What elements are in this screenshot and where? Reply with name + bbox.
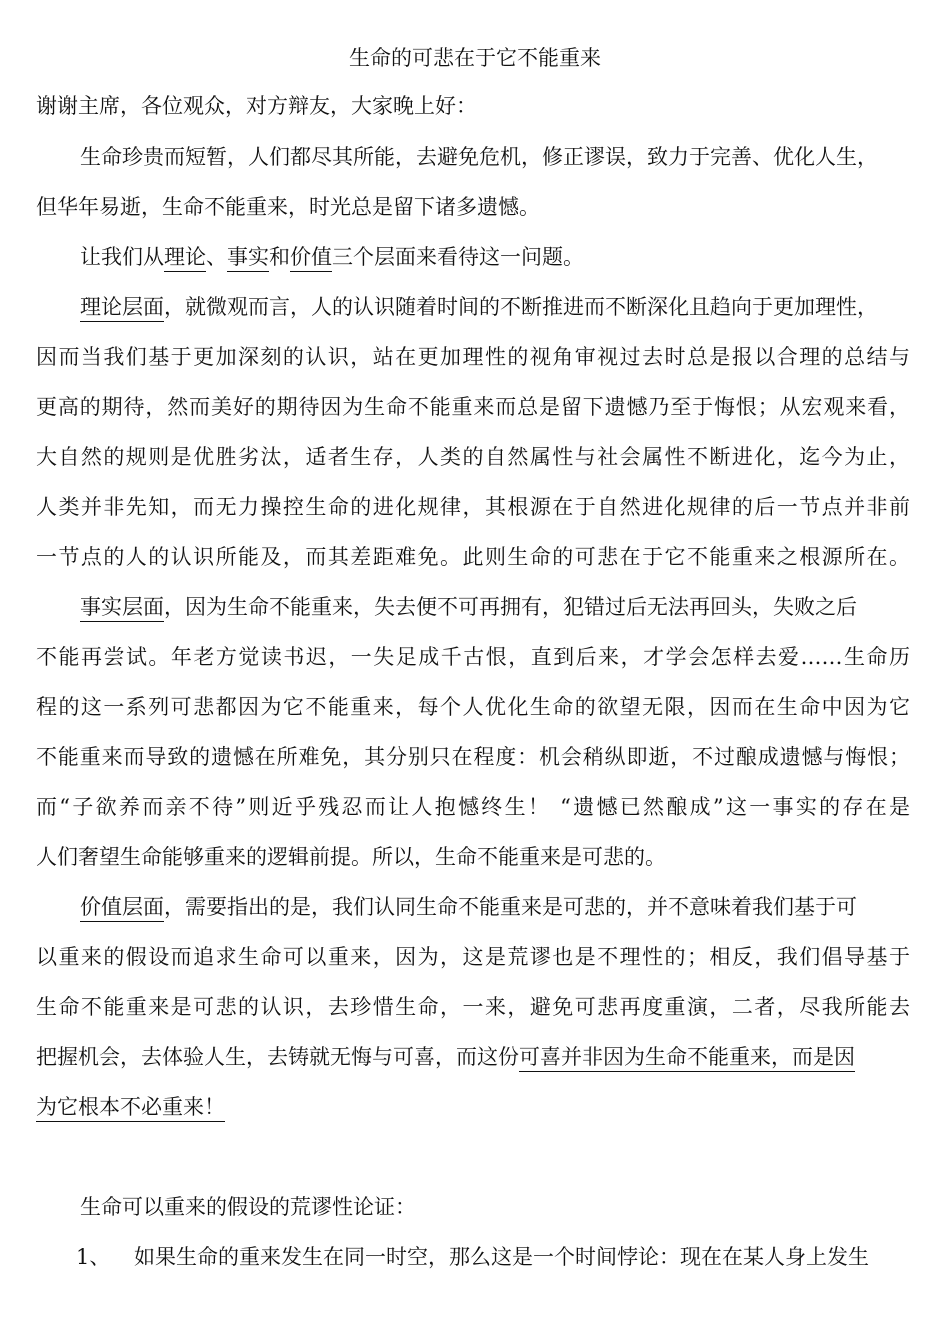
fact-level-label: 事实层面 xyxy=(80,595,164,619)
keyword-fact: 事实 xyxy=(227,245,269,269)
paragraph-5-line-4 xyxy=(36,1042,855,1072)
theory-level-label: 理论层面 xyxy=(80,295,164,319)
paragraph-3-line-1 xyxy=(80,292,878,322)
paragraph-3-line-2: 因而当我们基于更加深刻的认识，站在更加理性的视角审视过去时总是报以合理的总结与 xyxy=(36,345,910,369)
value-line4-underlined: 可喜并非因为生命不能重来，而是因 xyxy=(519,1045,855,1069)
value-line5-underlined: 为它根本不必重来！ xyxy=(36,1095,225,1119)
p2-separator: 、 xyxy=(206,245,227,269)
paragraph-1-line-2: 但华年易逝，生命不能重来，时光总是留下诸多遗憾。 xyxy=(36,195,540,219)
paragraph-5-line-2: 以重来的假设而追求生命可以重来，因为，这是荒谬也是不理性的；相反，我们倡导基于 xyxy=(36,945,910,969)
paragraph-4-line-6: 人们奢望生命能够重来的逻辑前提。所以，生命不能重来是可悲的。 xyxy=(36,845,666,869)
paragraph-3-line-5: 人类并非先知，而无力操控生命的进化规律，其根源在于自然进化规律的后一节点并非前 xyxy=(36,495,910,519)
p2-suffix: 三个层面来看待这一问题。 xyxy=(332,245,584,269)
paragraph-3-line-4: 大自然的规则是优胜劣汰，适者生存，人类的自然属性与社会属性不断进化，迄今为止， xyxy=(36,445,910,469)
keyword-theory: 理论 xyxy=(164,245,206,269)
value-level-label: 价值层面 xyxy=(80,895,164,919)
section-heading: 生命可以重来的假设的荒谬性论证： xyxy=(80,1195,416,1219)
theory-first-text: ，就微观而言，人的认识随着时间的不断推进而不断深化且趋向于更加理性， xyxy=(164,295,878,319)
fact-first-text: ，因为生命不能重来，失去便不可再拥有，犯错过后无法再回头，失败之后 xyxy=(164,595,857,619)
p2-and: 和 xyxy=(269,245,290,269)
paragraph-3-line-6: 一节点的人的认识所能及，而其差距难免。此则生命的可悲在于它不能重来之根源所在。 xyxy=(36,545,910,569)
paragraph-5-line-1 xyxy=(80,892,857,922)
paragraph-4-line-3: 程的这一系列可悲都因为它不能重来，每个人优化生命的欲望无限，因而在生命中因为它 xyxy=(36,695,910,719)
keyword-value: 价值 xyxy=(290,245,332,269)
paragraph-4-line-5: 而“子欲养而亲不待”则近乎残忍而让人抱憾终生！ “遗憾已然酿成”这一事实的存在是 xyxy=(36,795,910,819)
p2-prefix: 让我们从 xyxy=(80,245,164,269)
list-item-number: 1、 xyxy=(76,1245,111,1269)
list-item-1 xyxy=(76,1242,869,1272)
paragraph-4-line-1 xyxy=(80,592,857,622)
paragraph-5-line-3: 生命不能重来是可悲的认识，去珍惜生命，一来，避免可悲再度重演，二者，尽我所能去 xyxy=(36,995,910,1019)
list-item-text: 如果生命的重来发生在同一时空，那么这是一个时间悖论：现在在某人身上发生 xyxy=(134,1245,869,1269)
greeting: 谢谢主席，各位观众，对方辩友，大家晚上好： xyxy=(36,94,477,118)
paragraph-5-line-5 xyxy=(36,1092,225,1122)
value-first-text: ，需要指出的是，我们认同生命不能重来是可悲的，并不意味着我们基于可 xyxy=(164,895,857,919)
paragraph-3-line-3: 更高的期待，然而美好的期待因为生命不能重来而总是留下遗憾乃至于悔恨；从宏观来看， xyxy=(36,395,910,419)
paragraph-2 xyxy=(80,242,584,272)
paragraph-4-line-2: 不能再尝试。年老方觉读书迟，一失足成千古恨，直到后来，才学会怎样去爱……生命历 xyxy=(36,645,910,669)
paragraph-1-line-1: 生命珍贵而短暂，人们都尽其所能，去避免危机，修正谬误，致力于完善、优化人生， xyxy=(80,145,878,169)
value-line4-text: 把握机会，去体验人生，去铸就无悔与可喜，而这份 xyxy=(36,1045,519,1069)
paragraph-4-line-4: 不能重来而导致的遗憾在所难免，其分别只在程度：机会稍纵即逝，不过酿成遗憾与悔恨； xyxy=(36,745,910,769)
page-title: 生命的可悲在于它不能重来 xyxy=(349,46,601,70)
